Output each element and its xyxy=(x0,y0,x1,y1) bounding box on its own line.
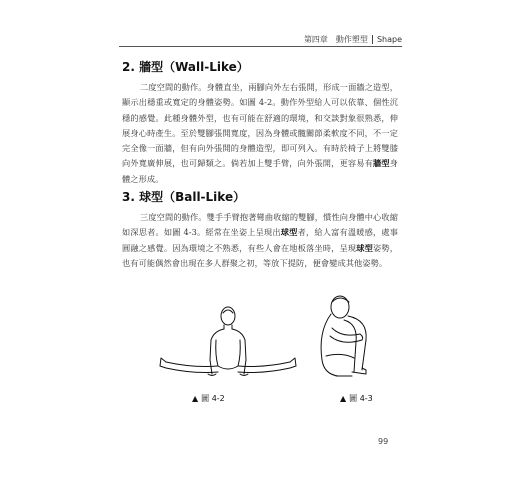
section-paragraph-wall-like xyxy=(122,80,398,187)
header-divider xyxy=(372,35,373,44)
chapter-english-label: Shape xyxy=(376,34,402,44)
caption-text: 圖 4-2 xyxy=(201,394,225,403)
paragraph-text-end: 身體之形成。 xyxy=(122,158,398,184)
triangle-marker-icon: ▲ xyxy=(192,394,199,403)
paragraph-text: 二度空間的動作。身體直坐，兩腳向外左右張開，形成一面牆之造型，顯示出穩重或寬定的身體姿勢。如圖 4-2。動作外型給人可以依靠、個性沉穩的感覺。此種身體外型，也有可能在舒適的環境，和交談對象很熟悉，伸展身心時產生。至於雙腳張開寬度，因為身體或髖關節柔軟度不同，不一定完全像一面牆，但有向外張開的身體造型，即可列入。有時於椅子上將雙膝向外寬廣伸展，也可歸類之。倘若加上雙手臂，向外張開，更容易有 xyxy=(122,82,398,169)
chapter-label: 第四章 動作塑型 xyxy=(303,34,368,44)
triangle-marker-icon: ▲ xyxy=(340,394,347,403)
figure-ball-like-illustration xyxy=(308,290,380,386)
running-header xyxy=(304,33,402,45)
section-heading-ball-like: 3. 球型（Ball-Like） xyxy=(122,190,246,204)
header-rule xyxy=(119,46,402,47)
emphasis-text: 牆型 xyxy=(372,158,390,169)
section-paragraph-ball-like xyxy=(122,210,398,271)
caption-text: 圖 4-3 xyxy=(349,394,373,403)
figure-caption-4-3 xyxy=(340,393,373,404)
emphasis-text: 球型 xyxy=(280,227,298,238)
paragraph-text: 者，給人富有溫暖感，處事圓融之感覺。因為環境之不熟悉，有些人會在地板落坐時，呈現 xyxy=(122,227,399,253)
figure-wall-like-illustration xyxy=(158,300,298,384)
paragraph-text: 姿勢，也有可能偶然會出現在多人群聚之初，等放下提防，便會變成其他姿勢。 xyxy=(122,242,398,268)
figure-caption-4-2 xyxy=(192,393,225,404)
page-number: 99 xyxy=(378,437,389,446)
section-heading-wall-like: 2. 牆型（Wall-Like） xyxy=(122,60,249,74)
paragraph-text: 三度空間的動作。雙手手臂抱著彎曲收縮的雙腳，慣性向身體中心收縮如深思者。如圖 4-3。經常在坐姿上呈現出 xyxy=(122,212,398,238)
emphasis-text: 球型 xyxy=(356,242,373,253)
